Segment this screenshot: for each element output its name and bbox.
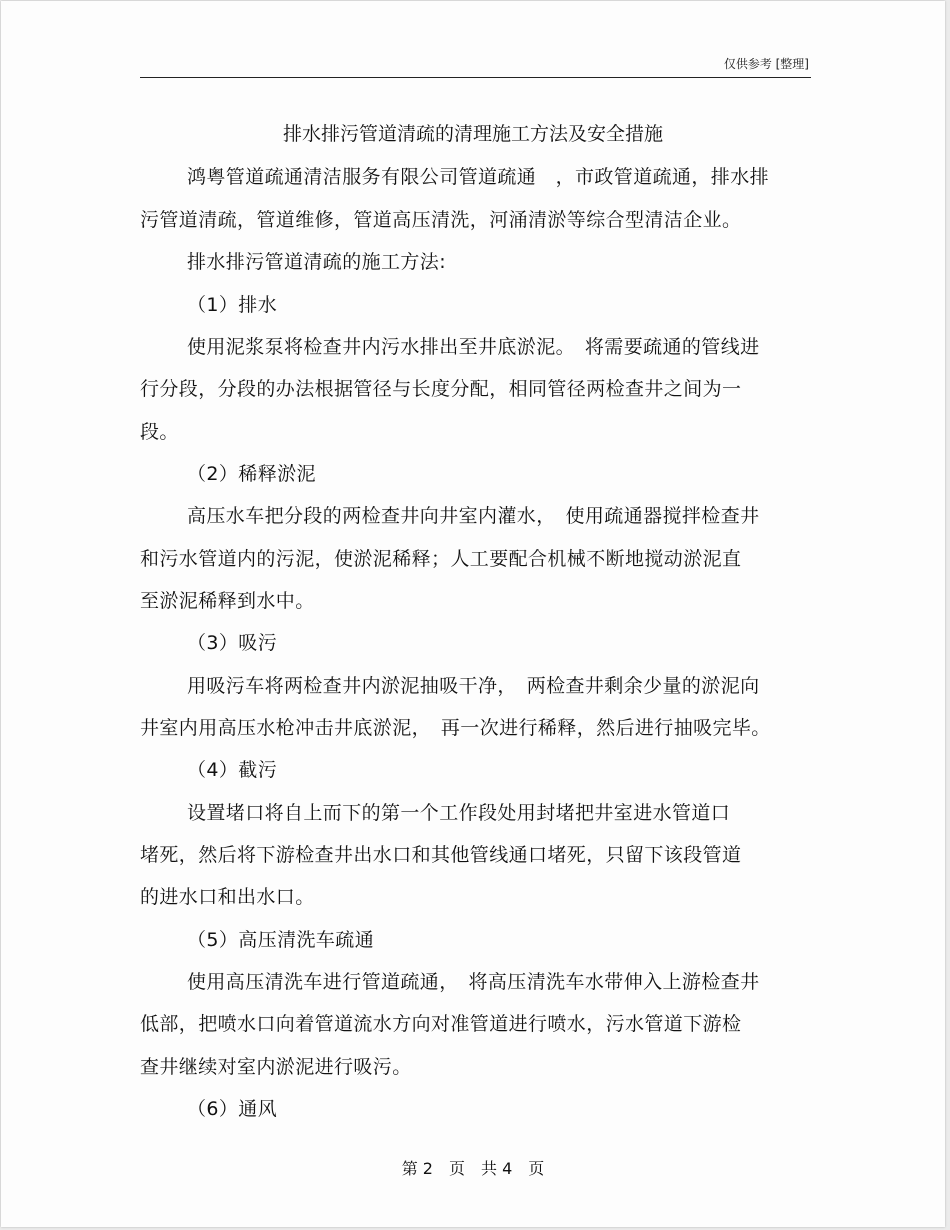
paragraph-line: 低部，把喷水口向着管道流水方向对准管道进行喷水，污水管道下游检 [140, 1013, 742, 1035]
paragraph-line: 鸿粤管道疏通清洁服务有限公司管道疏通 ，市政管道疏通，排水排 [187, 166, 770, 188]
paragraph-line: 井室内用高压水枪冲击井底淤泥， 再一次进行稀释，然后进行抽吸完毕。 [140, 717, 771, 739]
paragraph-line: 用吸污车将两检查井内淤泥抽吸干净， 两检查井剩余少量的淤泥向 [187, 675, 760, 697]
document-page [1, 1, 945, 1227]
paragraph-line: 至淤泥稀释到水中。 [140, 590, 315, 612]
document-title: 排水排污管道清疏的清理施工方法及安全措施 [282, 123, 663, 145]
section-heading: （4）截污 [187, 759, 278, 781]
paragraph-line: 查井继续对室内淤泥进行吸污。 [140, 1056, 412, 1078]
paragraph-line: 使用泥浆泵将检查井内污水排出至井底淤泥。 将需要疏通的管线进 [187, 336, 760, 358]
section-heading: （3）吸污 [187, 632, 278, 654]
section-heading: （5）高压清洗车疏通 [187, 929, 375, 951]
section-heading: （6）通风 [187, 1098, 278, 1120]
section-heading: （2）稀释淤泥 [187, 463, 316, 485]
paragraph-line: 高压水车把分段的两检查井向井室内灌水， 使用疏通器搅拌检查井 [187, 505, 760, 527]
section-heading: （1）排水 [187, 294, 278, 316]
paragraph-line: 的进水口和出水口。 [140, 886, 315, 908]
header-divider [140, 77, 811, 78]
paragraph-line: 使用高压清洗车进行管道疏通， 将高压清洗车水带伸入上游检查井 [187, 971, 760, 993]
paragraph-line: 堵死，然后将下游检查井出水口和其他管线通口堵死，只留下该段管道 [140, 844, 742, 866]
paragraph-line: 设置堵口将自上而下的第一个工作段处用封堵把井室进水管道口 [187, 802, 731, 824]
paragraph-line: 和污水管道内的污泥，使淤泥稀释；人工要配合机械不断地搅动淤泥直 [140, 548, 742, 570]
page-footer: 第 2 页 共 4 页 [401, 1159, 545, 1178]
paragraph-line: 段。 [140, 421, 179, 443]
paragraph-line: 排水排污管道清疏的施工方法: [187, 251, 447, 273]
paragraph-line: 污管道清疏，管道维修，管道高压清洗，河涌清淤等综合型清洁企业。 [140, 209, 742, 231]
page-header: 仅供参考 [整理] [723, 57, 809, 71]
paragraph-line: 行分段，分段的办法根据管径与长度分配，相同管径两检查井之间为一 [140, 378, 742, 400]
